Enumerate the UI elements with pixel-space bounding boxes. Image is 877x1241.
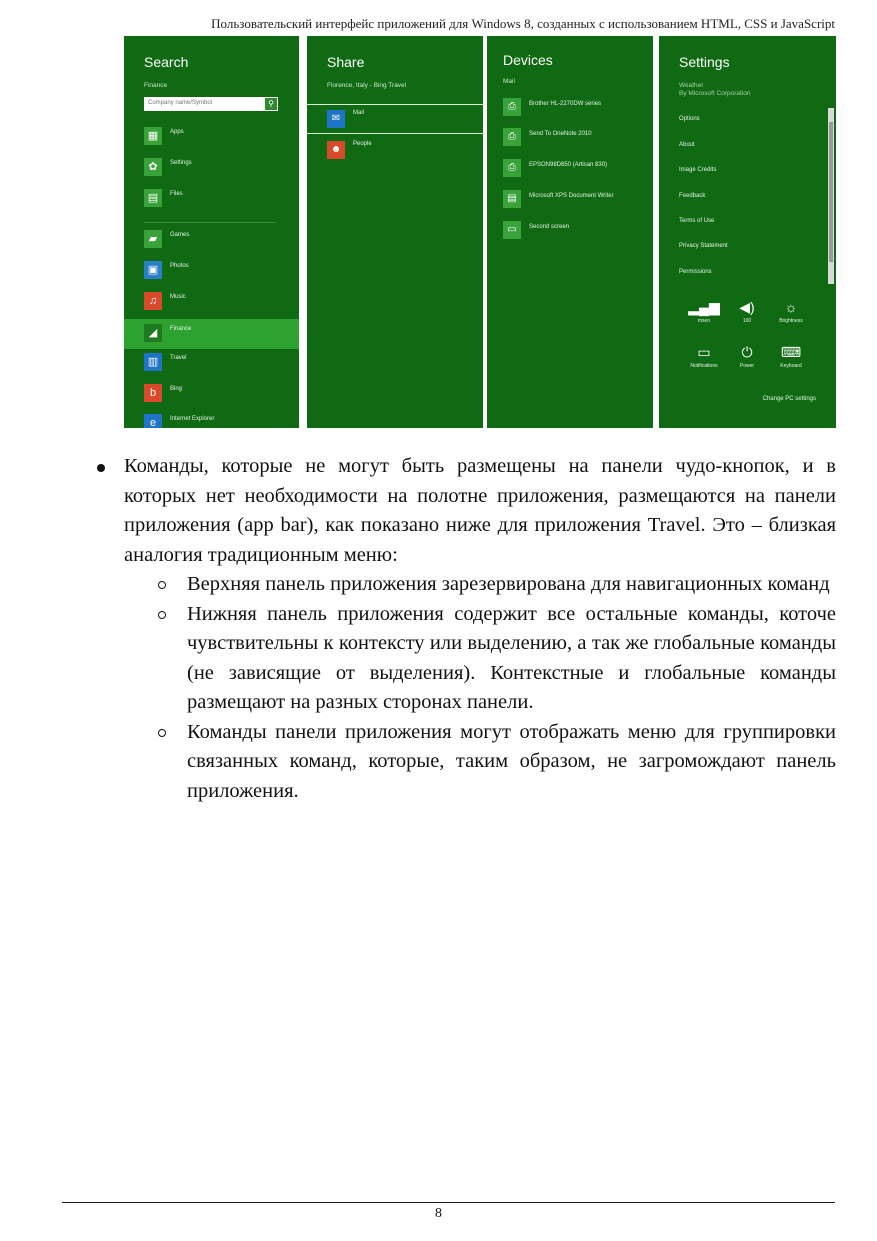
share-target-mail[interactable]: ✉ Mail xyxy=(307,104,483,134)
bullet-item xyxy=(124,452,836,570)
bullet-text: Команды, которые не могут быть размещены на панели чудо-кнопок, и в которых нет необходимости на полотне приложения, размещаются на панели приложения (app bar), как показано ниже для приложения Travel. Это – близкая аналогия традиционным меню: xyxy=(124,455,836,566)
files-icon: ▤ xyxy=(144,189,162,207)
settings-app-name: Weather xyxy=(679,82,704,89)
search-target-settings[interactable]: ✿ Settings xyxy=(124,155,299,183)
settings-title: Settings xyxy=(679,54,730,70)
circle-bullet-icon xyxy=(158,729,166,737)
sub-bullet-item xyxy=(187,570,836,600)
brightness-icon: ☼ xyxy=(784,299,798,315)
settings-icon: ✿ xyxy=(144,158,162,176)
sub-bullet-text: Нижняя панель приложения содержит все остальные команды, коточе чувствительны к контексту или выделению, а так же глобальные команды (не зависящие от выделения). Контекстные и глобальные команды размещают на разных сторонах панели. xyxy=(187,602,836,713)
page-number: 8 xyxy=(435,1206,442,1221)
device-item[interactable]: ▤ Microsoft XPS Document Writer xyxy=(503,190,653,216)
search-title: Search xyxy=(144,54,189,70)
share-target-people[interactable]: ☻ People xyxy=(307,136,483,164)
network-quick-setting[interactable]: ▂▄▆ msen xyxy=(681,298,727,324)
search-app-games[interactable]: ▰ Games xyxy=(124,227,299,255)
brightness-quick-setting[interactable]: ☼ Brightness xyxy=(768,298,814,324)
share-title: Share xyxy=(327,54,365,70)
device-item[interactable]: ⎙ Send To OneNote 2010 xyxy=(503,128,653,154)
footer-rule xyxy=(62,1202,835,1203)
sub-bullet-item xyxy=(187,600,836,718)
settings-link-terms[interactable]: Terms of Use xyxy=(679,218,715,224)
body-text xyxy=(124,452,836,806)
search-pane xyxy=(124,36,299,428)
devices-scope: Mail xyxy=(503,78,515,85)
settings-pane xyxy=(659,36,836,428)
notifications-icon: ▭ xyxy=(697,344,711,360)
circle-bullet-icon xyxy=(158,581,166,589)
device-item[interactable]: ⎙ Brother HL-2270DW series xyxy=(503,98,653,124)
settings-link-feedback[interactable]: Feedback xyxy=(679,193,706,199)
search-app-finance[interactable]: ◢ Finance xyxy=(124,319,299,349)
search-target-apps[interactable]: ▦ Apps xyxy=(124,124,299,152)
sub-bullet-text: Верхняя панель приложения зарезервирована для навигационных команд xyxy=(187,573,830,595)
games-icon: ▰ xyxy=(144,230,162,248)
volume-icon: ◀) xyxy=(739,299,755,315)
search-divider xyxy=(144,222,276,223)
search-app-music[interactable]: ♫ Music xyxy=(124,289,299,317)
device-item[interactable]: ▭ Second screen xyxy=(503,221,653,247)
circle-bullet-icon xyxy=(158,611,166,619)
search-icon[interactable]: ⚲ xyxy=(265,98,277,110)
sub-bullet-item xyxy=(187,718,836,807)
share-subject: Florence, Italy - Bing Travel xyxy=(327,82,407,89)
charms-screenshot-figure xyxy=(124,36,836,428)
keyboard-quick-setting[interactable]: ⌨ Keyboard xyxy=(768,343,814,369)
bing-icon: b xyxy=(144,384,162,402)
change-pc-settings-link[interactable]: Change PC settings xyxy=(762,396,816,402)
settings-link-image-credits[interactable]: Image Credits xyxy=(679,167,717,173)
running-header: Пользовательский интерфейс приложений для Windows 8, созданных с использованием HTML, CSS и JavaScript xyxy=(211,16,835,31)
scrollbar-thumb[interactable] xyxy=(829,122,833,262)
settings-link-about[interactable]: About xyxy=(679,142,695,148)
settings-link-privacy[interactable]: Privacy Statement xyxy=(679,243,728,249)
people-icon: ☻ xyxy=(327,141,345,159)
volume-quick-setting[interactable]: ◀) 100 xyxy=(724,298,770,324)
apps-icon: ▦ xyxy=(144,127,162,145)
photos-icon: ▣ xyxy=(144,261,162,279)
power-quick-setting[interactable]: ⏻ Power xyxy=(724,343,770,369)
finance-icon: ◢ xyxy=(144,324,162,342)
devices-pane xyxy=(487,36,653,428)
network-icon: ▂▄▆ xyxy=(688,299,720,315)
bullet-dot-icon xyxy=(97,464,105,472)
second-screen-icon: ▭ xyxy=(503,221,521,239)
settings-scrollbar[interactable] xyxy=(828,108,834,284)
search-input-placeholder: Company name/Symbol xyxy=(148,100,213,106)
notifications-quick-setting[interactable]: ▭ Notifications xyxy=(681,343,727,369)
mail-icon: ✉ xyxy=(327,110,345,128)
search-app-photos[interactable]: ▣ Photos xyxy=(124,258,299,286)
internet-explorer-icon: e xyxy=(144,414,162,428)
search-app-travel[interactable]: ▥ Travel xyxy=(124,350,299,378)
device-item[interactable]: ⎙ EPSON98D850 (Artisan 830) xyxy=(503,159,653,185)
document-writer-icon: ▤ xyxy=(503,190,521,208)
search-target-files[interactable]: ▤ Files xyxy=(124,186,299,214)
search-app-bing[interactable]: b Bing xyxy=(124,381,299,409)
keyboard-icon: ⌨ xyxy=(780,344,802,360)
power-icon: ⏻ xyxy=(741,344,753,360)
settings-link-options[interactable]: Options xyxy=(679,116,700,122)
devices-title: Devices xyxy=(503,52,553,68)
settings-app-publisher: By Microsoft Corporation xyxy=(679,90,751,97)
printer-icon: ⎙ xyxy=(503,98,521,116)
printer-icon: ⎙ xyxy=(503,159,521,177)
music-icon: ♫ xyxy=(144,292,162,310)
settings-link-permissions[interactable]: Permissions xyxy=(679,269,712,275)
search-app-internet-explorer[interactable]: e Internet Explorer xyxy=(124,411,299,428)
travel-icon: ▥ xyxy=(144,353,162,371)
search-app-scope: Finance xyxy=(144,82,168,89)
sub-bullet-text: Команды панели приложения могут отображать меню для группировки связанных команд, которые, таким образом, не загромождают панель приложения. xyxy=(187,720,836,802)
share-pane xyxy=(307,36,483,428)
search-input[interactable] xyxy=(144,97,278,111)
printer-icon: ⎙ xyxy=(503,128,521,146)
